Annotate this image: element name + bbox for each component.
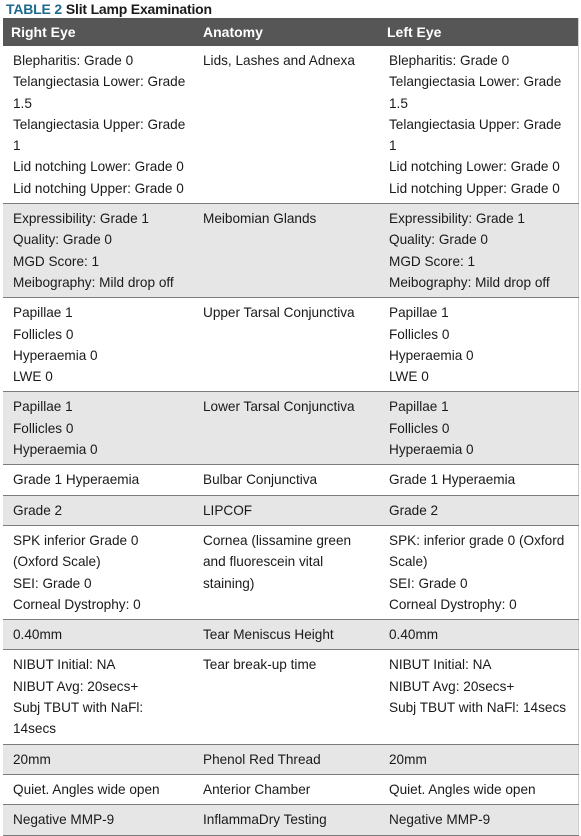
left-eye-text: LWE 0: [389, 369, 429, 385]
right-eye-text: Negative MMP-9: [13, 812, 115, 828]
right-eye-text: Meibography: Mild drop off: [13, 274, 174, 290]
left-eye-cell: [379, 495, 578, 525]
table-row: [3, 204, 578, 298]
right-eye-text: Papillae 1: [13, 399, 73, 415]
slit-lamp-table: [3, 18, 579, 836]
anatomy-cell: [195, 620, 379, 650]
anatomy-cell: [195, 525, 379, 619]
table-row: [3, 46, 578, 204]
anatomy-cell: [195, 650, 379, 744]
anatomy-cell: [195, 495, 379, 525]
left-eye-text: Telangiectasia Upper: Grade 1: [389, 116, 562, 154]
right-eye-text: Follicles 0: [13, 420, 74, 436]
left-eye-text: MGD Score: 1: [389, 253, 476, 269]
left-eye-cell: [379, 465, 578, 495]
left-eye-text: Telangiectasia Lower: Grade 1.5: [389, 74, 562, 111]
header-anatomy: Anatomy: [195, 18, 379, 46]
left-eye-cell: [379, 805, 578, 835]
right-eye-text: Subj TBUT with NaFl: 14secs: [13, 700, 144, 737]
left-eye-text: 0.40mm: [389, 627, 439, 643]
table-row: [3, 774, 578, 804]
right-eye-cell: [3, 204, 195, 298]
left-eye-cell: [379, 525, 578, 619]
anatomy-text: Meibomian Glands: [203, 211, 317, 227]
anatomy-cell: [195, 805, 379, 835]
left-eye-text: Lid notching Lower: Grade 0: [389, 159, 560, 175]
anatomy-cell: [195, 774, 379, 804]
right-eye-text: SEI: Grade 0: [13, 575, 92, 591]
table-row: [3, 744, 578, 774]
table-figure: [3, 0, 578, 836]
left-eye-text: Meibography: Mild drop off: [389, 274, 550, 290]
right-eye-text: Grade 1 Hyperaemia: [13, 472, 140, 488]
left-eye-text: Grade 1 Hyperaemia: [389, 472, 516, 488]
left-eye-text: Blepharitis: Grade 0: [389, 53, 510, 68]
anatomy-cell: [195, 46, 379, 204]
left-eye-text: Lid notching Upper: Grade 0: [389, 180, 560, 196]
right-eye-text: SPK inferior Grade 0 (Oxford Scale): [13, 532, 139, 570]
left-eye-text: Subj TBUT with NaFl: 14secs: [389, 700, 567, 716]
anatomy-text: Upper Tarsal Conjunctiva: [203, 305, 355, 321]
anatomy-text: InflammaDry Testing: [203, 812, 327, 828]
right-eye-cell: [3, 392, 195, 465]
right-eye-text: Telangiectasia Lower: Grade 1.5: [13, 74, 186, 111]
table-row: [3, 465, 578, 495]
left-eye-text: SPK: inferior grade 0 (Oxford Scale): [389, 532, 565, 570]
table-row: [3, 495, 578, 525]
left-eye-text: NIBUT Initial: NA: [389, 657, 492, 673]
header-left-eye: Left Eye: [379, 18, 578, 46]
anatomy-text: Lids, Lashes and Adnexa: [203, 53, 355, 68]
left-eye-text: Quiet. Angles wide open: [389, 781, 536, 797]
right-eye-text: Corneal Dystrophy: 0: [13, 596, 141, 612]
right-eye-cell: [3, 495, 195, 525]
table-number: TABLE 2: [6, 1, 62, 17]
right-eye-text: Grade 2: [13, 502, 63, 518]
right-eye-cell: [3, 650, 195, 744]
left-eye-text: Follicles 0: [389, 420, 450, 436]
right-eye-text: Blepharitis: Grade 0: [13, 53, 134, 68]
left-eye-text: Hyperaemia 0: [389, 442, 474, 458]
left-eye-text: Papillae 1: [389, 399, 449, 415]
anatomy-text: Cornea (lissamine green and fluorescein vital staining): [203, 532, 352, 591]
anatomy-cell: [195, 392, 379, 465]
anatomy-text: Lower Tarsal Conjunctiva: [203, 399, 355, 415]
right-eye-text: NIBUT Initial: NA: [13, 657, 116, 673]
left-eye-cell: [379, 392, 578, 465]
anatomy-text: Bulbar Conjunctiva: [203, 472, 318, 488]
left-eye-cell: [379, 620, 578, 650]
left-eye-text: Grade 2: [389, 502, 439, 518]
table-row: [3, 298, 578, 392]
anatomy-cell: [195, 744, 379, 774]
right-eye-text: Lid notching Lower: Grade 0: [13, 159, 184, 175]
left-eye-text: Quality: Grade 0: [389, 232, 488, 248]
left-eye-cell: [379, 650, 578, 744]
right-eye-text: NIBUT Avg: 20secs+: [13, 678, 139, 694]
table-row: [3, 392, 578, 465]
anatomy-text: LIPCOF: [203, 502, 253, 518]
anatomy-cell: [195, 204, 379, 298]
table-row: [3, 650, 578, 744]
anatomy-text: Tear break-up time: [203, 657, 317, 673]
right-eye-cell: [3, 620, 195, 650]
left-eye-text: Corneal Dystrophy: 0: [389, 596, 517, 612]
right-eye-text: Quiet. Angles wide open: [13, 781, 160, 797]
left-eye-cell: [379, 744, 578, 774]
left-eye-text: Hyperaemia 0: [389, 347, 474, 363]
right-eye-text: Lid notching Upper: Grade 0: [13, 180, 184, 196]
left-eye-text: Papillae 1: [389, 305, 449, 321]
left-eye-text: Follicles 0: [389, 326, 450, 342]
right-eye-text: 0.40mm: [13, 627, 63, 643]
right-eye-text: Hyperaemia 0: [13, 347, 98, 363]
left-eye-text: SEI: Grade 0: [389, 575, 468, 591]
header-row: [3, 18, 578, 46]
right-eye-text: Telangiectasia Upper: Grade 1: [13, 116, 186, 154]
left-eye-cell: [379, 298, 578, 392]
table-row: [3, 525, 578, 619]
right-eye-cell: [3, 465, 195, 495]
anatomy-text: Tear Meniscus Height: [203, 627, 334, 643]
left-eye-text: 20mm: [389, 751, 427, 767]
table-row: [3, 620, 578, 650]
table-title: Slit Lamp Examination: [65, 1, 212, 17]
left-eye-cell: [379, 204, 578, 298]
right-eye-text: Papillae 1: [13, 305, 73, 321]
anatomy-text: Phenol Red Thread: [203, 751, 321, 767]
right-eye-text: Expressibility: Grade 1: [13, 211, 149, 227]
right-eye-cell: [3, 525, 195, 619]
right-eye-text: Hyperaemia 0: [13, 442, 98, 458]
right-eye-text: 20mm: [13, 751, 51, 767]
anatomy-text: Anterior Chamber: [203, 781, 311, 797]
left-eye-text: Expressibility: Grade 1: [389, 211, 525, 227]
table-body: [3, 46, 578, 835]
left-eye-cell: [379, 46, 578, 204]
left-eye-cell: [379, 774, 578, 804]
header-right-eye: Right Eye: [3, 18, 195, 46]
anatomy-cell: [195, 465, 379, 495]
right-eye-cell: [3, 805, 195, 835]
right-eye-text: LWE 0: [13, 369, 53, 385]
anatomy-cell: [195, 298, 379, 392]
right-eye-cell: [3, 46, 195, 204]
left-eye-text: NIBUT Avg: 20secs+: [389, 678, 515, 694]
right-eye-text: Follicles 0: [13, 326, 74, 342]
table-caption: [3, 0, 578, 18]
table-row: [3, 805, 578, 835]
right-eye-cell: [3, 298, 195, 392]
right-eye-text: Quality: Grade 0: [13, 232, 112, 248]
left-eye-text: Negative MMP-9: [389, 812, 491, 828]
right-eye-cell: [3, 744, 195, 774]
right-eye-text: MGD Score: 1: [13, 253, 100, 269]
right-eye-cell: [3, 774, 195, 804]
